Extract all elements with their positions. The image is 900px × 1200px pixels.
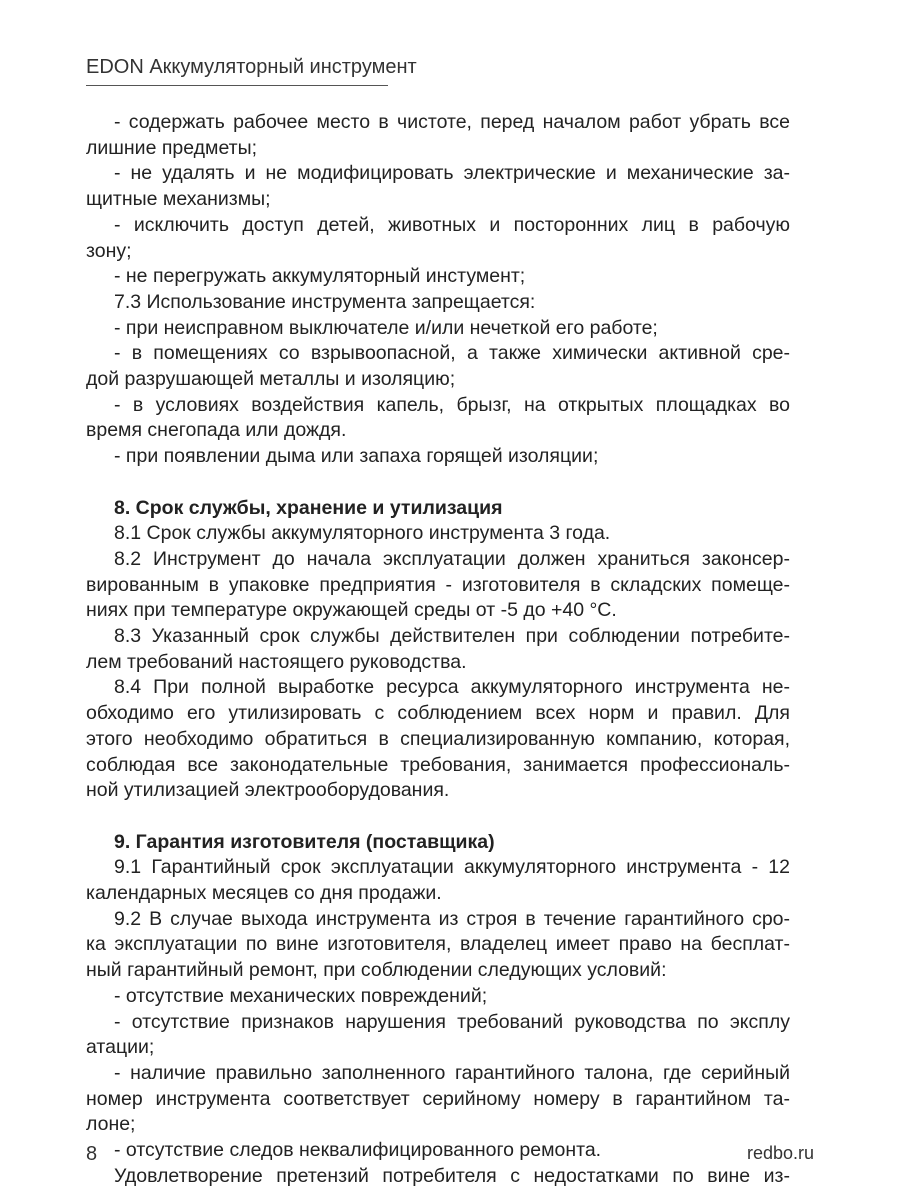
section-heading: 8. Срок службы, хранение и утилизация	[114, 496, 503, 519]
paragraph-gap	[86, 470, 790, 496]
text-line: Удовлетворение претензий потребителя с недостатками по вине из-	[114, 1164, 790, 1187]
text-line: вированным в упаковке предприятия - изготовителя в складских помеще-	[86, 573, 790, 596]
text-line: лем требований настоящего руководства.	[86, 650, 467, 673]
text-line: щитные механизмы;	[86, 188, 271, 211]
text-line: 8.3 Указанный срок службы действителен при соблюдении потребите-	[114, 625, 790, 648]
text-line: ка эксплуатации по вине изготовителя, владелец имеет право на бесплат-	[86, 933, 790, 956]
text-line: атации;	[86, 1036, 155, 1059]
text-line: - отсутствие механических повреждений;	[114, 984, 488, 1007]
section-heading: 9. Гарантия изготовителя (поставщика)	[114, 830, 495, 853]
page-header-title: EDON Аккумуляторный инструмент	[86, 56, 417, 78]
text-line: зону;	[86, 239, 132, 262]
text-line: - отсутствие признаков нарушения требований руководства по эксплу	[114, 1010, 790, 1033]
text-line: - наличие правильно заполненного гарантийного талона, где серийный	[114, 1061, 790, 1084]
text-line: время снегопада или дождя.	[86, 419, 347, 442]
text-line: - не удалять и не модифицировать электрические и механические за-	[114, 162, 790, 185]
text-line: - содержать рабочее место в чистоте, перед началом работ убрать все	[114, 111, 790, 133]
text-line: ниях при температуре окружающей среды от -5 до +40 °С.	[86, 599, 617, 622]
header-divider	[86, 85, 388, 86]
text-line: - отсутствие следов неквалифицированного ремонта.	[114, 1139, 602, 1162]
text-line: лишние предметы;	[86, 136, 258, 159]
text-line: ный гарантийный ремонт, при соблюдении следующих условий:	[86, 959, 667, 982]
text-line: - не перегружать аккумуляторный инстумент;	[114, 265, 526, 288]
text-line: соблюдая все законодательные требования, занимается профессиональ-	[86, 753, 790, 776]
text-line: лоне;	[86, 1113, 136, 1136]
text-line: 8.2 Инструмент до начала эксплуатации должен храниться законсер-	[114, 547, 790, 570]
text-line: ной утилизацией электрооборудования.	[86, 779, 450, 802]
text-line: 8.1 Срок службы аккумуляторного инструмента 3 года.	[114, 522, 611, 545]
text-line: 9.1 Гарантийный срок эксплуатации аккумуляторного инструмента - 12	[114, 856, 790, 879]
page-number: 8	[86, 1143, 98, 1165]
text-line: 9.2 В случае выхода инструмента из строя в течение гарантийного сро-	[114, 907, 790, 930]
text-line: - исключить доступ детей, животных и посторонних лиц в рабочую	[114, 213, 790, 236]
text-line: обходимо его утилизировать с соблюдением всех норм и правил. Для	[86, 702, 790, 725]
text-line: номер инструмента соответствует серийному номеру в гарантийном та-	[86, 1087, 790, 1110]
text-line: дой разрушающей металлы и изоляцию;	[86, 368, 456, 391]
text-line: - в условиях воздействия капель, брызг, на открытых площадках во	[114, 393, 790, 416]
footer-site-link: redbo.ru	[746, 1143, 814, 1163]
text-line: 8.4 При полной выработке ресурса аккумуляторного инструмента не-	[114, 676, 790, 699]
text-line: 7.3 Использование инструмента запрещается:	[114, 290, 536, 313]
text-line: - при неисправном выключателе и/или нечеткой его работе;	[114, 316, 658, 339]
page-body	[86, 110, 790, 1190]
text-line: - при появлении дыма или запаха горящей изоляции;	[114, 445, 599, 468]
text-line: календарных месяцев со дня продажи.	[86, 882, 442, 905]
text-line: этого необходимо обратиться в специализированную компанию, которая,	[86, 727, 790, 750]
paragraph-gap	[86, 804, 790, 830]
text-line: - в помещениях со взрывоопасной, а также химически активной сре-	[114, 342, 790, 365]
